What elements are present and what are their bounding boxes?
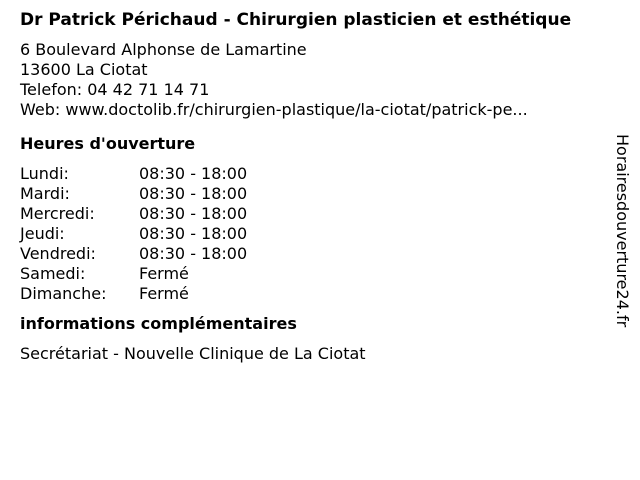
hours-value: Fermé xyxy=(139,264,189,283)
business-title: Dr Patrick Périchaud - Chirurgien plasticien et esthétique xyxy=(20,10,572,30)
phone-number[interactable]: Telefon: 04 42 71 14 71 xyxy=(20,80,210,99)
hours-value: Fermé xyxy=(139,284,189,303)
additional-info-heading: informations complémentaires xyxy=(20,314,297,333)
day-label: Mardi: xyxy=(20,184,70,203)
additional-info-text: Secrétariat - Nouvelle Clinique de La Ciotat xyxy=(20,344,366,363)
day-label: Mercredi: xyxy=(20,204,95,223)
hours-value: 08:30 - 18:00 xyxy=(139,244,248,263)
day-label: Samedi: xyxy=(20,264,86,283)
opening-hours-heading: Heures d'ouverture xyxy=(20,134,196,153)
site-brand-vertical[interactable]: Horairesdouverture24.fr xyxy=(613,134,632,328)
hours-row xyxy=(20,284,605,304)
contact-block xyxy=(20,40,605,120)
day-label: Lundi: xyxy=(20,164,69,183)
day-label: Dimanche: xyxy=(20,284,107,303)
hours-row xyxy=(20,224,605,244)
hours-value: 08:30 - 18:00 xyxy=(139,184,248,203)
opening-hours-table xyxy=(20,164,605,304)
hours-row xyxy=(20,184,605,204)
address-street: 6 Boulevard Alphonse de Lamartine xyxy=(20,40,307,59)
day-label: Vendredi: xyxy=(20,244,96,263)
hours-value: 08:30 - 18:00 xyxy=(139,224,248,243)
day-label: Jeudi: xyxy=(20,224,65,243)
hours-row xyxy=(20,164,605,184)
address-city: 13600 La Ciotat xyxy=(20,60,148,79)
hours-row xyxy=(20,204,605,224)
hours-row xyxy=(20,264,605,284)
hours-row xyxy=(20,244,605,264)
hours-value: 08:30 - 18:00 xyxy=(139,204,248,223)
hours-value: 08:30 - 18:00 xyxy=(139,164,248,183)
business-listing xyxy=(20,10,605,364)
website-link[interactable]: Web: www.doctolib.fr/chirurgien-plastique/la-ciotat/patrick-pe... xyxy=(20,100,528,119)
